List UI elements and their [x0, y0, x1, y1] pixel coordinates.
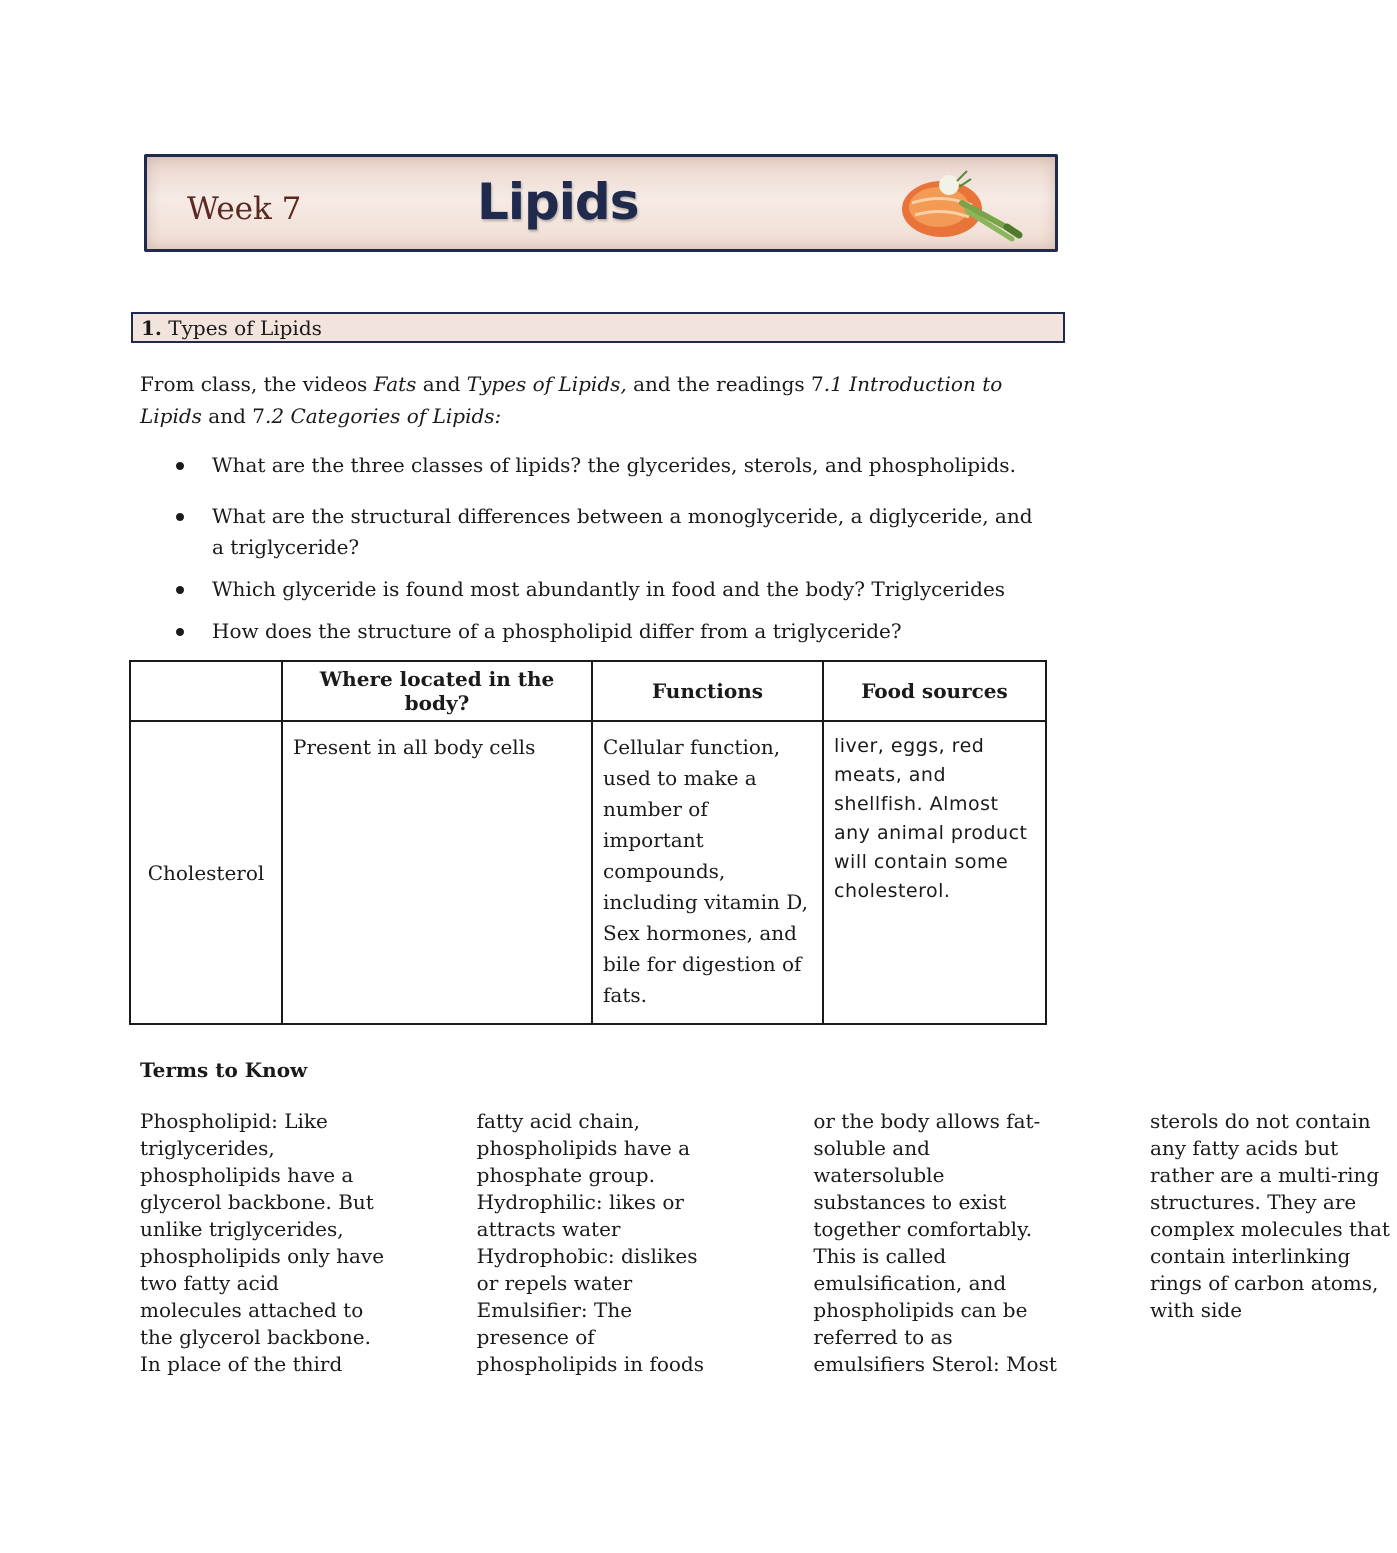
- salmon-asparagus-icon: [887, 163, 1027, 243]
- functions-cell: Cellular function, used to make a number of important compounds, including vitamin D, Sex hormones, and bile for digestion of fats.: [592, 721, 823, 1024]
- terms-heading: Terms to Know: [140, 1058, 308, 1082]
- video-title-types: Types of Lipids,: [466, 372, 627, 396]
- table-header-cell: Functions: [592, 661, 823, 721]
- section-number: 1.: [141, 316, 162, 340]
- banner-title: Lipids: [477, 173, 639, 231]
- lipid-table: [129, 660, 1047, 1025]
- week-banner: [144, 154, 1058, 252]
- lipid-name-cell: Cholesterol: [130, 721, 282, 1024]
- section-header: [131, 312, 1065, 343]
- location-cell: Present in all body cells: [282, 721, 592, 1024]
- terms-columns: [140, 1108, 1390, 1398]
- table-header-cell: [130, 661, 282, 721]
- terms-text: Phospholipid: Like triglycerides, phospholipids have a glycerol backbone. But unlike triglycerides, phospholipids only have two fatty acid molecules attached to the glycerol backbone. In place of the third fatty acid chain, phospholipids have a phosphate group. Hydrophilic: likes or attracts water Hydrophobic: dislikes or repels water Emulsifier: The presence of phospholipids in foods or the body allows fat-soluble and watersoluble substances to exist together comfortably. This is called emulsification, and phospholipids can be referred to as emulsifiers Sterol: Most sterols do not contain any fatty acids but rather are a multi-ring structures. They are complex molecules that contain interlinking rings of carbon atoms, with side: [140, 1109, 1390, 1376]
- video-title-fats: Fats: [373, 372, 417, 396]
- reading-title-intro: .1 Introduction to Lipids: [140, 372, 1003, 428]
- reading-title-categories: .2 Categories of Lipids:: [265, 404, 502, 428]
- table-header-row: [130, 661, 1046, 721]
- table-row: [130, 721, 1046, 1024]
- question-item: Which glyceride is found most abundantly in food and the body? Triglycerides: [140, 574, 1040, 605]
- question-item: What are the structural differences between a monoglyceride, a diglyceride, and a triglyceride?: [140, 501, 1040, 563]
- intro-text: From class, the videos: [140, 372, 374, 396]
- intro-text: and 7: [201, 404, 265, 428]
- question-list: [140, 450, 1040, 647]
- intro-text: and the readings 7: [626, 372, 824, 396]
- section-title: Types of Lipids: [161, 316, 322, 340]
- question-item: What are the three classes of lipids? the glycerides, sterols, and phospholipids.: [140, 450, 1040, 481]
- table-header-cell: Food sources: [823, 661, 1046, 721]
- table-header-cell: Where located in the body?: [282, 661, 592, 721]
- intro-text: and: [416, 372, 467, 396]
- intro-paragraph: [140, 368, 1060, 432]
- week-label: Week 7: [187, 191, 302, 227]
- food-sources-cell: liver, eggs, red meats, and shellfish. Almost any animal product will contain some cholesterol.: [823, 721, 1046, 1024]
- question-item: How does the structure of a phospholipid differ from a triglyceride?: [140, 616, 1040, 647]
